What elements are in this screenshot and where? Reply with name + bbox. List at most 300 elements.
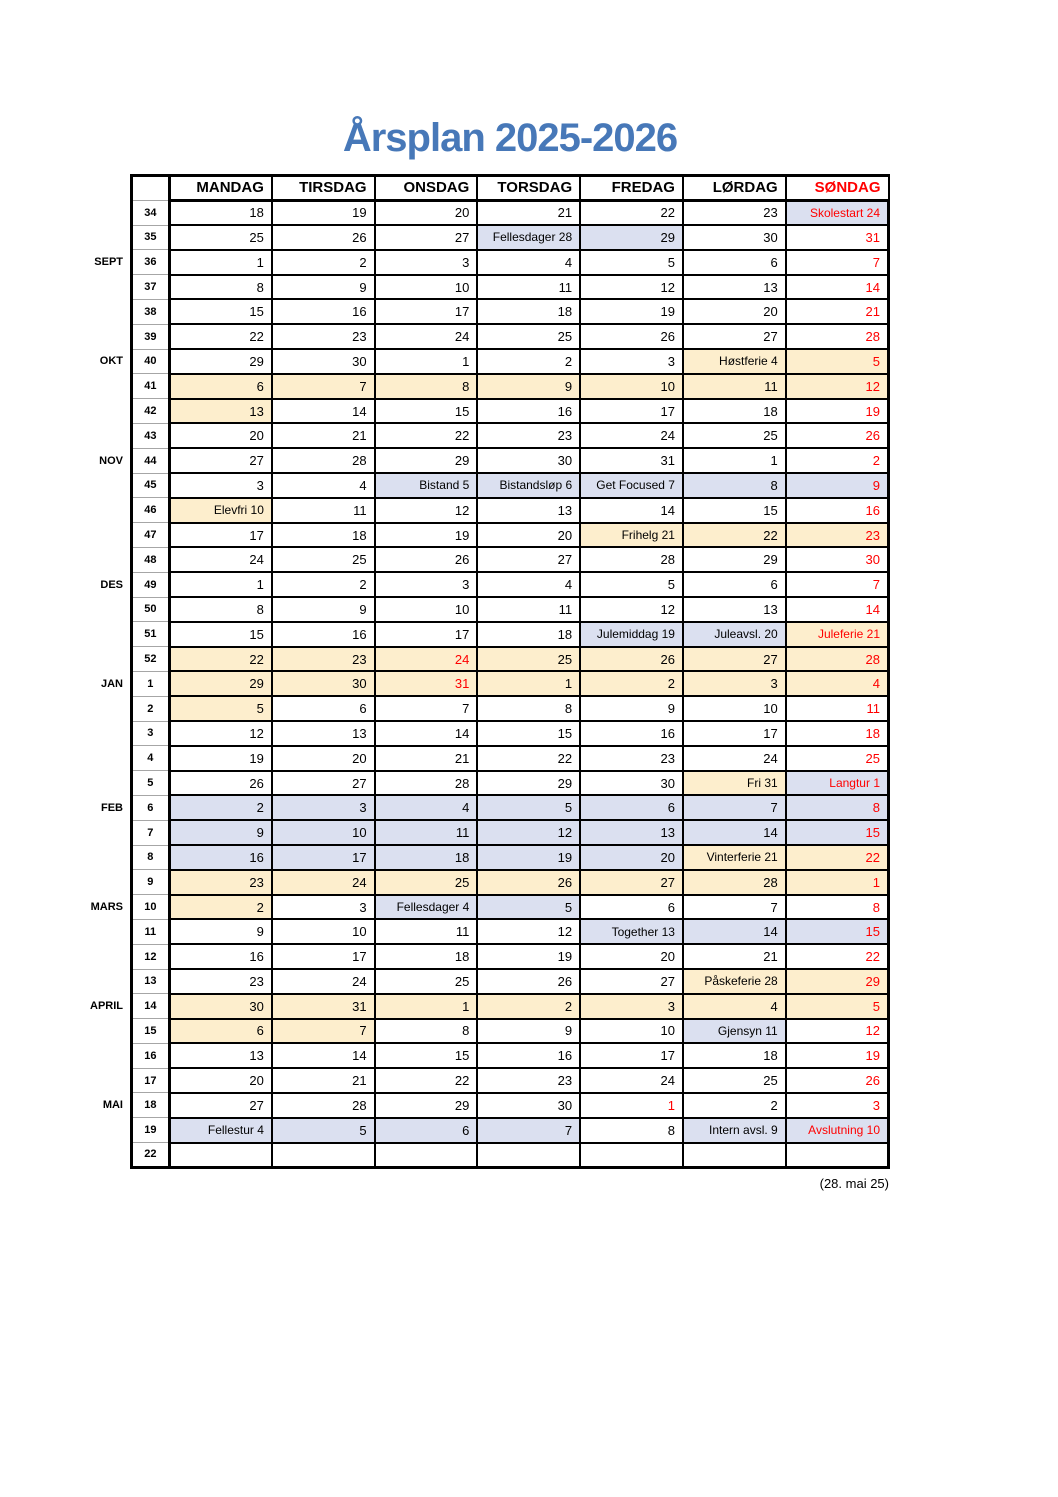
day-cell: 20 xyxy=(375,200,478,225)
day-cell: 8 xyxy=(477,696,580,721)
day-cell: 15 xyxy=(786,919,889,944)
day-cell: 17 xyxy=(683,721,786,746)
day-cell: 2 xyxy=(477,349,580,374)
day-cell: 26 xyxy=(375,547,478,572)
day-cell: 27 xyxy=(683,324,786,349)
week-number: 49 xyxy=(132,572,170,597)
week-row-18 xyxy=(88,1093,889,1118)
month-column-spacer xyxy=(88,176,132,201)
day-cell: 20 xyxy=(169,423,272,448)
day-cell: 26 xyxy=(272,225,375,250)
week-row-5 xyxy=(88,771,889,796)
week-row-36 xyxy=(88,250,889,275)
day-cell: 15 xyxy=(169,299,272,324)
day-cell: 8 xyxy=(786,895,889,920)
day-cell: 4 xyxy=(786,671,889,696)
day-cell xyxy=(683,1143,786,1168)
month-label-mars: MARS xyxy=(90,901,123,913)
day-cell: 19 xyxy=(375,523,478,548)
day-cell: 4 xyxy=(683,994,786,1019)
day-cell: 18 xyxy=(683,1043,786,1068)
month-label-empty xyxy=(88,1043,132,1068)
day-cell: 8 xyxy=(786,795,889,820)
week-row-9 xyxy=(88,870,889,895)
week-row-11 xyxy=(88,919,889,944)
day-cell: 11 xyxy=(375,820,478,845)
day-cell: 12 xyxy=(786,374,889,399)
day-cell: 26 xyxy=(786,423,889,448)
day-cell: 7 xyxy=(786,250,889,275)
week-row-42 xyxy=(88,399,889,424)
day-cell: 11 xyxy=(786,696,889,721)
week-number: 36 xyxy=(132,250,170,275)
day-cell: 26 xyxy=(580,647,683,672)
week-row-1 xyxy=(88,671,889,696)
week-number: 38 xyxy=(132,299,170,324)
day-cell: 17 xyxy=(580,1043,683,1068)
week-number: 3 xyxy=(132,721,170,746)
day-cell: 10 xyxy=(272,919,375,944)
event-cell: Get Focused 7 xyxy=(580,473,683,498)
day-cell: 30 xyxy=(272,349,375,374)
day-cell: 7 xyxy=(477,1118,580,1143)
week-row-46 xyxy=(88,498,889,523)
day-cell: 14 xyxy=(786,597,889,622)
day-cell: 22 xyxy=(375,423,478,448)
month-label-empty xyxy=(88,324,132,349)
event-cell: Juleavsl. 20 xyxy=(683,622,786,647)
week-row-6 xyxy=(88,795,889,820)
week-number: 10 xyxy=(132,895,170,920)
day-cell: 10 xyxy=(272,820,375,845)
day-cell: 30 xyxy=(477,448,580,473)
day-cell: 5 xyxy=(580,250,683,275)
week-row-44 xyxy=(88,448,889,473)
day-header-søndag: SØNDAG xyxy=(786,176,889,201)
week-number: 42 xyxy=(132,399,170,424)
month-label-feb: FEB xyxy=(101,801,123,814)
event-cell: Together 13 xyxy=(580,919,683,944)
week-row-15 xyxy=(88,1019,889,1044)
week-number: 45 xyxy=(132,473,170,498)
day-cell: 13 xyxy=(169,1043,272,1068)
week-row-17 xyxy=(88,1068,889,1093)
week-number: 52 xyxy=(132,647,170,672)
day-cell: 3 xyxy=(683,671,786,696)
day-cell: 13 xyxy=(169,399,272,424)
day-cell: 24 xyxy=(272,870,375,895)
day-cell: 1 xyxy=(169,250,272,275)
week-number: 4 xyxy=(132,746,170,771)
month-label-empty xyxy=(88,1118,132,1143)
week-row-45 xyxy=(88,473,889,498)
day-cell: 1 xyxy=(477,671,580,696)
event-cell: Frihelg 21 xyxy=(580,523,683,548)
day-cell xyxy=(477,1143,580,1168)
day-cell: 10 xyxy=(375,275,478,300)
day-cell: 2 xyxy=(683,1093,786,1118)
day-cell: 17 xyxy=(272,944,375,969)
day-cell: 31 xyxy=(272,994,375,1019)
day-cell: 29 xyxy=(375,448,478,473)
event-cell: Avslutning 10 xyxy=(786,1118,889,1143)
day-cell: 30 xyxy=(683,225,786,250)
month-label-empty xyxy=(88,696,132,721)
day-cell: 7 xyxy=(683,895,786,920)
week-row-51 xyxy=(88,622,889,647)
day-cell: 19 xyxy=(477,845,580,870)
day-cell: 16 xyxy=(272,299,375,324)
day-cell: 23 xyxy=(580,746,683,771)
day-cell: 18 xyxy=(272,523,375,548)
day-cell: 8 xyxy=(169,597,272,622)
day-cell: 8 xyxy=(375,1019,478,1044)
day-cell: 13 xyxy=(683,275,786,300)
day-cell: 13 xyxy=(580,820,683,845)
day-cell xyxy=(272,1143,375,1168)
week-number: 34 xyxy=(132,200,170,225)
day-cell: 29 xyxy=(169,671,272,696)
day-cell: 24 xyxy=(169,547,272,572)
day-cell: 24 xyxy=(580,423,683,448)
day-cell: 21 xyxy=(683,944,786,969)
arsplan-page xyxy=(88,114,890,1191)
day-cell: 29 xyxy=(786,969,889,994)
day-cell: 1 xyxy=(169,572,272,597)
day-cell: 25 xyxy=(477,324,580,349)
week-row-10 xyxy=(88,895,889,920)
day-cell: 20 xyxy=(477,523,580,548)
day-cell: 9 xyxy=(169,820,272,845)
day-cell: 12 xyxy=(477,820,580,845)
event-cell: Fellesdager 28 xyxy=(477,225,580,250)
week-row-3 xyxy=(88,721,889,746)
day-cell: 4 xyxy=(375,795,478,820)
day-cell: 30 xyxy=(169,994,272,1019)
month-label-empty xyxy=(88,225,132,250)
day-cell: 14 xyxy=(580,498,683,523)
month-label-empty xyxy=(88,399,132,424)
event-cell: Juleferie 21 xyxy=(786,622,889,647)
day-cell: 29 xyxy=(169,349,272,374)
day-cell: 12 xyxy=(169,721,272,746)
week-row-7 xyxy=(88,820,889,845)
week-number: 46 xyxy=(132,498,170,523)
day-cell: 22 xyxy=(375,1068,478,1093)
day-cell: 10 xyxy=(375,597,478,622)
month-label-des: DES xyxy=(100,578,123,591)
day-header-fredag: FREDAG xyxy=(580,176,683,201)
month-label-empty xyxy=(88,845,132,870)
week-number: 39 xyxy=(132,324,170,349)
event-cell: Intern avsl. 9 xyxy=(683,1118,786,1143)
day-cell: 15 xyxy=(683,498,786,523)
week-column-header xyxy=(132,176,170,201)
event-cell: Fri 31 xyxy=(683,771,786,796)
day-cell: 26 xyxy=(477,870,580,895)
day-cell: 29 xyxy=(477,771,580,796)
day-cell: 7 xyxy=(272,1019,375,1044)
week-row-13 xyxy=(88,969,889,994)
day-cell: 25 xyxy=(786,746,889,771)
week-number: 1 xyxy=(132,671,170,696)
day-cell: 6 xyxy=(272,696,375,721)
day-cell: 7 xyxy=(272,374,375,399)
day-cell: 2 xyxy=(477,994,580,1019)
week-number: 18 xyxy=(132,1093,170,1118)
day-cell: 15 xyxy=(169,622,272,647)
day-cell: 2 xyxy=(786,448,889,473)
week-number: 11 xyxy=(132,919,170,944)
week-number: 22 xyxy=(132,1143,170,1168)
day-cell: 15 xyxy=(375,399,478,424)
day-cell: 23 xyxy=(477,1068,580,1093)
day-cell: 23 xyxy=(272,324,375,349)
day-cell: 3 xyxy=(580,994,683,1019)
day-cell: 22 xyxy=(169,324,272,349)
week-row-14 xyxy=(88,994,889,1019)
day-cell: 8 xyxy=(683,473,786,498)
day-cell: 9 xyxy=(272,597,375,622)
day-cell: 9 xyxy=(272,275,375,300)
day-cell: 10 xyxy=(580,374,683,399)
day-cell: 19 xyxy=(786,399,889,424)
day-cell: 20 xyxy=(272,746,375,771)
week-row-43 xyxy=(88,423,889,448)
week-number: 16 xyxy=(132,1043,170,1068)
day-cell: 2 xyxy=(169,895,272,920)
day-cell: 29 xyxy=(375,1093,478,1118)
day-cell: 1 xyxy=(375,994,478,1019)
day-cell: 9 xyxy=(169,919,272,944)
day-cell: 14 xyxy=(375,721,478,746)
week-number: 9 xyxy=(132,870,170,895)
day-cell: 2 xyxy=(272,572,375,597)
week-number: 14 xyxy=(132,994,170,1019)
day-cell: 3 xyxy=(375,250,478,275)
week-number: 41 xyxy=(132,374,170,399)
day-cell: 25 xyxy=(683,1068,786,1093)
day-cell: 5 xyxy=(786,994,889,1019)
day-cell: 15 xyxy=(786,820,889,845)
month-label-empty xyxy=(88,498,132,523)
month-label-empty xyxy=(88,919,132,944)
day-cell: 27 xyxy=(169,448,272,473)
month-label-empty xyxy=(88,969,132,994)
day-cell: 18 xyxy=(477,622,580,647)
day-cell: 5 xyxy=(477,795,580,820)
day-cell: 18 xyxy=(375,944,478,969)
day-cell: 11 xyxy=(272,498,375,523)
week-row-2 xyxy=(88,696,889,721)
month-label-empty xyxy=(88,547,132,572)
day-cell: 22 xyxy=(580,200,683,225)
day-cell: 23 xyxy=(786,523,889,548)
week-row-12 xyxy=(88,944,889,969)
day-cell: 16 xyxy=(272,622,375,647)
week-row-19 xyxy=(88,1118,889,1143)
month-label-empty xyxy=(88,771,132,796)
day-cell: 1 xyxy=(580,1093,683,1118)
day-cell: 4 xyxy=(272,473,375,498)
day-cell: 27 xyxy=(580,870,683,895)
day-cell: 6 xyxy=(580,895,683,920)
day-cell: 24 xyxy=(272,969,375,994)
day-cell: 5 xyxy=(272,1118,375,1143)
day-cell: 12 xyxy=(477,919,580,944)
day-cell: 20 xyxy=(683,299,786,324)
week-number: 17 xyxy=(132,1068,170,1093)
day-cell: 27 xyxy=(375,225,478,250)
day-header-row xyxy=(88,176,889,201)
day-cell: 21 xyxy=(477,200,580,225)
day-cell: 1 xyxy=(375,349,478,374)
day-cell: 19 xyxy=(169,746,272,771)
day-cell: 30 xyxy=(272,671,375,696)
day-cell: 25 xyxy=(169,225,272,250)
day-cell: 20 xyxy=(580,944,683,969)
event-cell: Skolestart 24 xyxy=(786,200,889,225)
day-cell: 28 xyxy=(272,448,375,473)
day-cell: 17 xyxy=(169,523,272,548)
month-label-empty xyxy=(88,299,132,324)
day-header-tirsdag: TIRSDAG xyxy=(272,176,375,201)
month-label-empty xyxy=(88,1068,132,1093)
week-number: 44 xyxy=(132,448,170,473)
week-number: 7 xyxy=(132,820,170,845)
week-row-8 xyxy=(88,845,889,870)
day-cell: 22 xyxy=(477,746,580,771)
event-cell: Fellesdager 4 xyxy=(375,895,478,920)
day-cell: 14 xyxy=(272,1043,375,1068)
day-cell: 9 xyxy=(477,374,580,399)
month-label-april: APRIL xyxy=(90,1000,123,1013)
day-cell: 21 xyxy=(375,746,478,771)
day-cell: 27 xyxy=(580,969,683,994)
day-cell: 19 xyxy=(786,1043,889,1068)
day-cell xyxy=(375,1143,478,1168)
event-cell: Fellestur 4 xyxy=(169,1118,272,1143)
day-cell: 5 xyxy=(786,349,889,374)
day-cell: 14 xyxy=(272,399,375,424)
day-cell xyxy=(786,1143,889,1168)
month-label-empty xyxy=(88,275,132,300)
month-label-empty xyxy=(88,1143,132,1168)
day-cell: 26 xyxy=(786,1068,889,1093)
day-cell: 5 xyxy=(477,895,580,920)
week-row-41 xyxy=(88,374,889,399)
day-cell: 13 xyxy=(683,597,786,622)
day-cell: 24 xyxy=(580,1068,683,1093)
day-cell: 27 xyxy=(272,771,375,796)
day-cell: 22 xyxy=(786,845,889,870)
day-cell: 22 xyxy=(683,523,786,548)
day-cell xyxy=(169,1143,272,1168)
day-cell: 2 xyxy=(272,250,375,275)
day-cell: 1 xyxy=(786,870,889,895)
day-cell: 15 xyxy=(375,1043,478,1068)
day-cell: 11 xyxy=(477,597,580,622)
week-row-39 xyxy=(88,324,889,349)
day-cell: 31 xyxy=(786,225,889,250)
event-cell: Vinterferie 21 xyxy=(683,845,786,870)
day-cell: 25 xyxy=(375,969,478,994)
day-cell: 16 xyxy=(580,721,683,746)
day-cell: 5 xyxy=(580,572,683,597)
day-cell: 21 xyxy=(272,1068,375,1093)
day-cell: 12 xyxy=(375,498,478,523)
day-cell: 7 xyxy=(786,572,889,597)
day-cell: 23 xyxy=(477,423,580,448)
event-cell: Elevfri 10 xyxy=(169,498,272,523)
day-cell: 24 xyxy=(375,647,478,672)
day-cell: 11 xyxy=(477,275,580,300)
day-cell: 3 xyxy=(375,572,478,597)
month-label-empty xyxy=(88,721,132,746)
day-cell: 18 xyxy=(683,399,786,424)
day-cell: 28 xyxy=(786,647,889,672)
day-cell: 19 xyxy=(272,200,375,225)
day-cell: 13 xyxy=(272,721,375,746)
week-row-16 xyxy=(88,1043,889,1068)
arsplan-calendar-table xyxy=(88,174,890,1169)
day-header-lørdag: LØRDAG xyxy=(683,176,786,201)
day-cell: 16 xyxy=(786,498,889,523)
day-cell: 9 xyxy=(477,1019,580,1044)
day-cell: 30 xyxy=(477,1093,580,1118)
day-cell: 28 xyxy=(272,1093,375,1118)
day-cell: 9 xyxy=(580,696,683,721)
day-cell: 19 xyxy=(477,944,580,969)
day-cell: 5 xyxy=(169,696,272,721)
week-number: 15 xyxy=(132,1019,170,1044)
day-cell: 6 xyxy=(683,572,786,597)
week-row-48 xyxy=(88,547,889,572)
day-cell: 12 xyxy=(580,275,683,300)
day-cell: 12 xyxy=(786,1019,889,1044)
event-cell: Påskeferie 28 xyxy=(683,969,786,994)
day-cell: 26 xyxy=(477,969,580,994)
day-cell: 14 xyxy=(683,919,786,944)
month-label-nov: NOV xyxy=(99,454,123,467)
week-number: 51 xyxy=(132,622,170,647)
day-cell: 25 xyxy=(683,423,786,448)
day-header-torsdag: TORSDAG xyxy=(477,176,580,201)
day-cell: 18 xyxy=(786,721,889,746)
event-cell: Julemiddag 19 xyxy=(580,622,683,647)
day-cell: 3 xyxy=(580,349,683,374)
day-cell: 30 xyxy=(580,771,683,796)
day-cell xyxy=(580,1143,683,1168)
day-cell: 2 xyxy=(580,671,683,696)
day-cell: 17 xyxy=(375,622,478,647)
day-cell: 25 xyxy=(477,647,580,672)
day-cell: 20 xyxy=(580,845,683,870)
day-cell: 18 xyxy=(375,845,478,870)
week-number: 2 xyxy=(132,696,170,721)
month-label-empty xyxy=(88,374,132,399)
day-cell: 14 xyxy=(786,275,889,300)
day-cell: 23 xyxy=(169,870,272,895)
month-label-empty xyxy=(88,820,132,845)
day-cell: 13 xyxy=(477,498,580,523)
day-cell: 18 xyxy=(477,299,580,324)
day-cell: 4 xyxy=(477,572,580,597)
day-cell: 17 xyxy=(272,845,375,870)
day-cell: 2 xyxy=(169,795,272,820)
day-cell: 20 xyxy=(169,1068,272,1093)
day-cell: 30 xyxy=(786,547,889,572)
